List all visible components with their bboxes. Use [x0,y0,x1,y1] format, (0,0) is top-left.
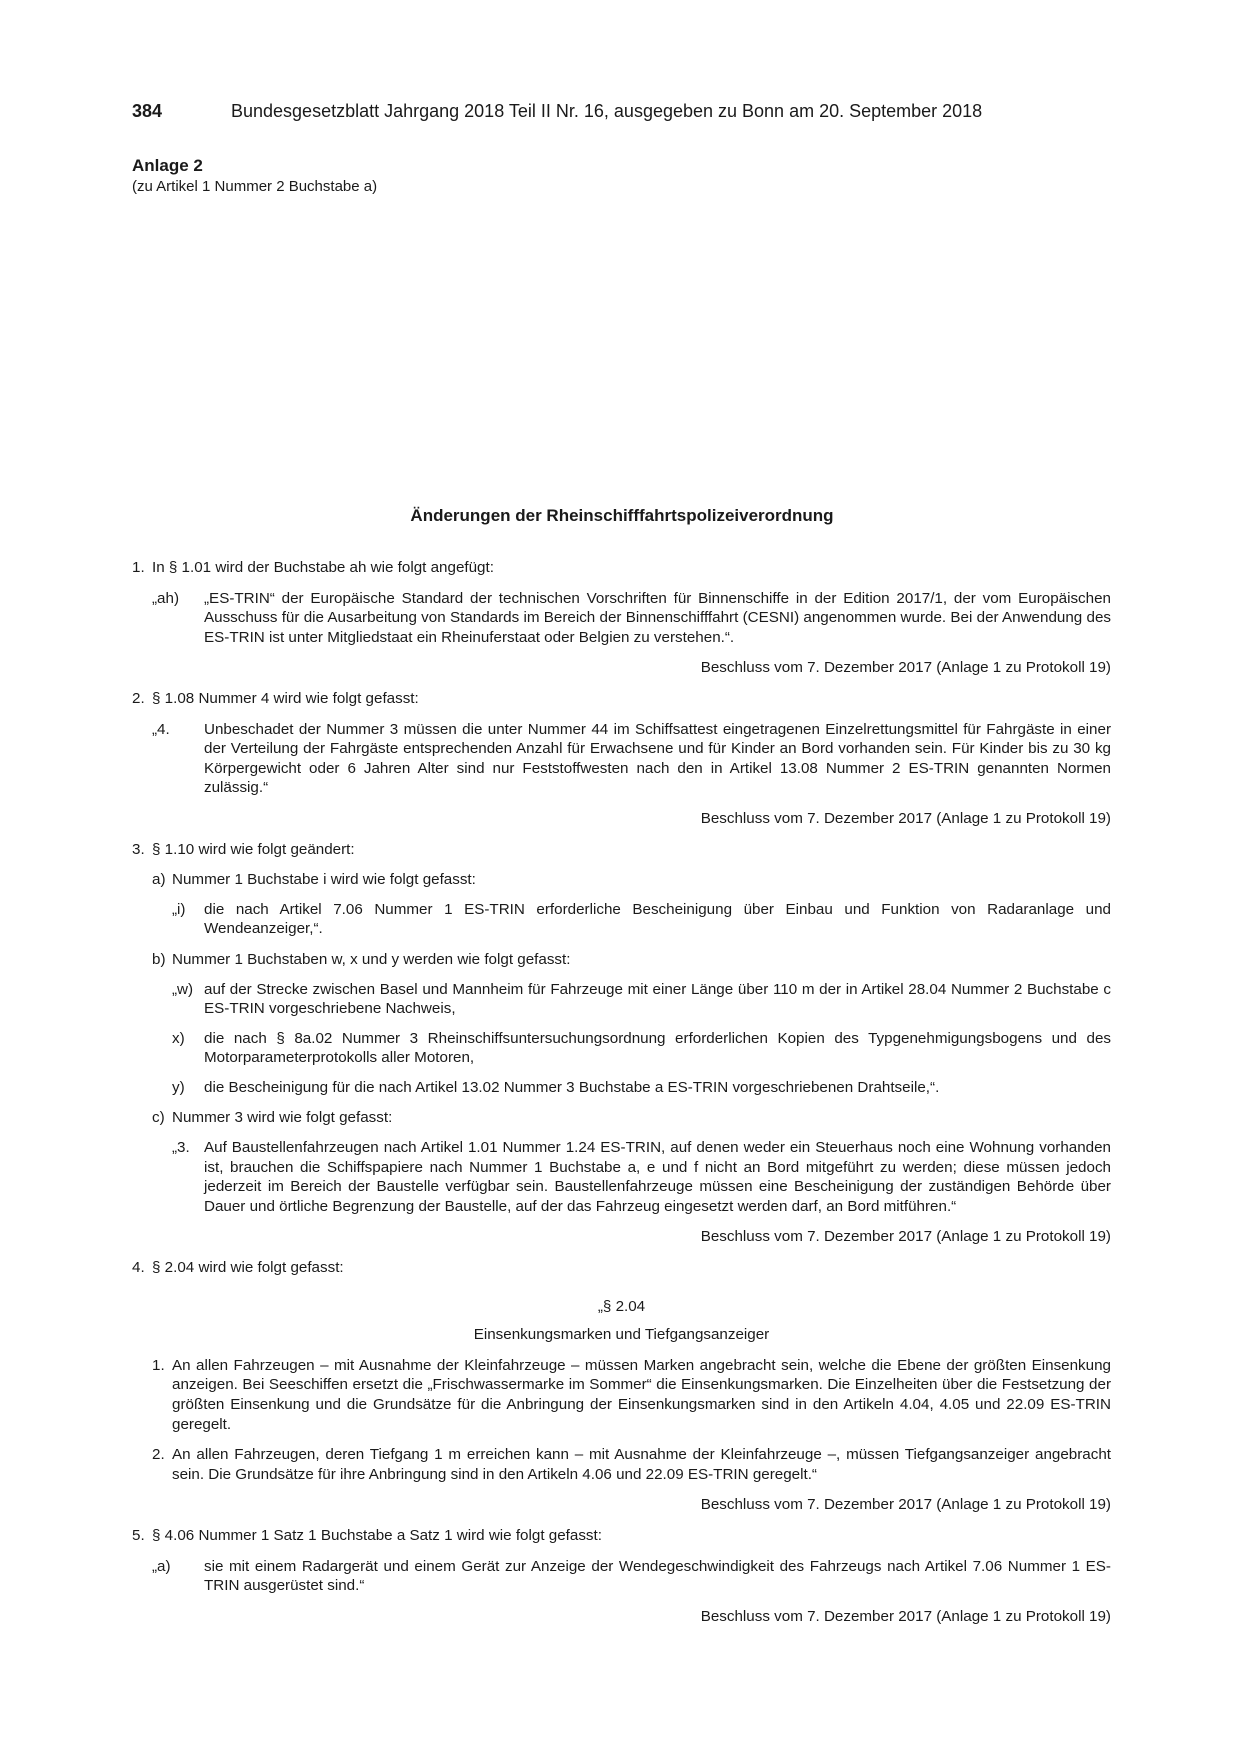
quote-number: „3. [172,1139,190,1157]
quote-text: Auf Baustellenfahrzeugen nach Artikel 1.01 Nummer 1.24 ES-TRIN, auf denen weder ein Steuerhaus noch eine Wohnung vorhanden ist, brauchen die Schiffspapiere nach Nummer 1 Buchstabe a, e und f nicht an Bord mitgeführt zu werden; diese müssen jedoch jederzeit im Bereich der Baustelle verfügbar sein. Baustellenfahrzeuge müssen eine Bescheinigung der zuständigen Behörde über Dauer und örtliche Begrenzung der Baustelle, auf der das Fahrzeug eingesetzt werden darf, an Bord mitführen.“ [204,1139,1111,1215]
annex-heading [132,155,377,197]
section-title: Änderungen der Rheinschifffahrtspolizeiverordnung [410,506,834,525]
quote-number: „ah) [152,589,180,607]
subitem-text: Nummer 3 wird wie folgt gefasst: [172,1109,393,1127]
quote-text: die Bescheinigung für die nach Artikel 13.02 Nummer 3 Buchstabe a ES-TRIN vorgeschriebenen Drahtseile,“. [204,1078,940,1096]
subitem-letter: a) [152,871,166,889]
quote-text: die nach § 8a.02 Nummer 3 Rheinschiffsuntersuchungsordnung erforderlichen Kopien des Typgenehmigungsbogens und des Motorparameterprotokolls aller Motoren, [204,1029,1111,1067]
enum-number: 2. [152,1446,165,1464]
quote-number: y) [172,1078,185,1096]
amendment-item-3 [132,840,1111,1248]
quote-text: „ES-TRIN“ der Europäische Standard der technischen Vorschriften für Binnenschiffe in der Edition 2017/1, der vom Europäischen Ausschuss für die Ausarbeitung von Standards im Bereich der Binnenschifffahrt (CESNI) angenommen wurde. Bei der Anwendung des ES-TRIN ist unter Mitgliedstaat ein Rheinuferstaat oder Belgien zu verstehen.“. [204,589,1111,646]
quote-number: „4. [152,720,170,738]
enum-text: An allen Fahrzeugen, deren Tiefgang 1 m erreichen kann – mit Ausnahme der Kleinfahrzeuge –, müssen Tiefgangsanzeiger angebracht sein. Die Grundsätze für ihre Anbringung sind in den Artikeln 4.06 und 22.09 ES-TRIN geregelt.“ [172,1446,1111,1483]
enum-text: An allen Fahrzeugen – mit Ausnahme der Kleinfahrzeuge – müssen Marken angebracht sein, welche die Ebene der größten Einsenkung anzeigen. Bei Seeschiffen ersetzt die „Frischwassermarke im Sommer“ die Einsenkungsmarken. Die Einzelheiten über die Festsetzung der größten Einsenkung und die Grundsätze für die Anbringung der Einsenkungsmarken sind in den Artikeln 4.04, 4.05 und 22.09 ES-TRIN geregelt. [172,1356,1111,1433]
amendment-item-2 [132,689,1111,829]
decision-reference: Beschluss vom 7. Dezember 2017 (Anlage 1 zu Protokoll 19) [700,1228,1111,1246]
subitem-letter: b) [152,950,166,968]
item-text: § 4.06 Nummer 1 Satz 1 Buchstabe a Satz 1 wird wie folgt gefasst: [152,1526,602,1544]
quote-number: x) [172,1029,185,1047]
decision-reference: Beschluss vom 7. Dezember 2017 (Anlage 1 zu Protokoll 19) [700,659,1111,677]
amendment-list [132,558,1111,1637]
item-text: § 1.08 Nummer 4 wird wie folgt gefasst: [152,689,419,707]
paragraph-heading: Einsenkungsmarken und Tiefgangsanzeiger [473,1326,770,1344]
quote-text: Unbeschadet der Nummer 3 müssen die unter Nummer 44 im Schiffsattest eingetragenen Einzelrettungsmittel für Fahrgäste in einer der Verteilung der Fahrgäste entsprechenden Anzahl für Erwachsene und für Kinder an Bord vorhanden sein. Für Kinder bis zu 30 kg Körpergewicht oder 6 Jahren Alter sind nur Feststoffwesten nach den in Artikel 13.08 Nummer 2 ES-TRIN genannten Normen zulässig.“ [204,720,1111,797]
item-text: § 2.04 wird wie folgt gefasst: [152,1259,344,1277]
decision-reference: Beschluss vom 7. Dezember 2017 (Anlage 1 zu Protokoll 19) [700,809,1111,827]
decision-reference: Beschluss vom 7. Dezember 2017 (Anlage 1 zu Protokoll 19) [700,1607,1111,1625]
quote-text: die nach Artikel 7.06 Nummer 1 ES-TRIN erforderliche Bescheinigung über Einbau und Funktion von Radaranlage und Wendeanzeiger,“. [204,900,1111,938]
quote-number: „a) [152,1557,171,1575]
subitem-letter: c) [152,1109,165,1127]
amendment-item-5 [132,1526,1111,1626]
item-number: 4. [132,1259,145,1277]
item-text: § 1.10 wird wie folgt geändert: [152,840,355,858]
enum-number: 1. [152,1356,165,1374]
item-text: In § 1.01 wird der Buchstabe ah wie folgt angefügt: [152,559,494,576]
amendment-item-4 [132,1258,1111,1515]
item-number: 1. [132,559,145,576]
paragraph-number: „§ 2.04 [597,1297,646,1315]
item-number: 2. [132,689,145,707]
quote-text: auf der Strecke zwischen Basel und Mannheim für Fahrzeuge mit einer Länge über 110 m der in Artikel 28.04 Nummer 2 Buchstabe c ES-TRIN vorgeschriebene Nachweis, [204,980,1111,1018]
item-number: 5. [132,1526,145,1544]
decision-reference: Beschluss vom 7. Dezember 2017 (Anlage 1 zu Protokoll 19) [700,1496,1111,1514]
quote-number: „i) [172,900,186,918]
subitem-text: Nummer 1 Buchstaben w, x und y werden wie folgt gefasst: [172,950,571,968]
item-number: 3. [132,840,145,858]
annex-title: Anlage 2 [132,156,203,175]
quote-text: sie mit einem Radargerät und einem Gerät zur Anzeige der Wendegeschwindigkeit des Fahrzeugs nach Artikel 7.06 Nummer 1 ES-TRIN ausgerüstet sind.“ [204,1557,1111,1595]
annex-reference: (zu Artikel 1 Nummer 2 Buchstabe a) [132,178,378,195]
amendment-item-1 [132,558,1111,678]
header-title: Bundesgesetzblatt Jahrgang 2018 Teil II Nr. 16, ausgegeben zu Bonn am 20. September 2018 [231,101,983,121]
quote-number: „w) [172,980,194,998]
subitem-text: Nummer 1 Buchstabe i wird wie folgt gefasst: [172,871,476,889]
page-number: 384 [132,101,163,121]
